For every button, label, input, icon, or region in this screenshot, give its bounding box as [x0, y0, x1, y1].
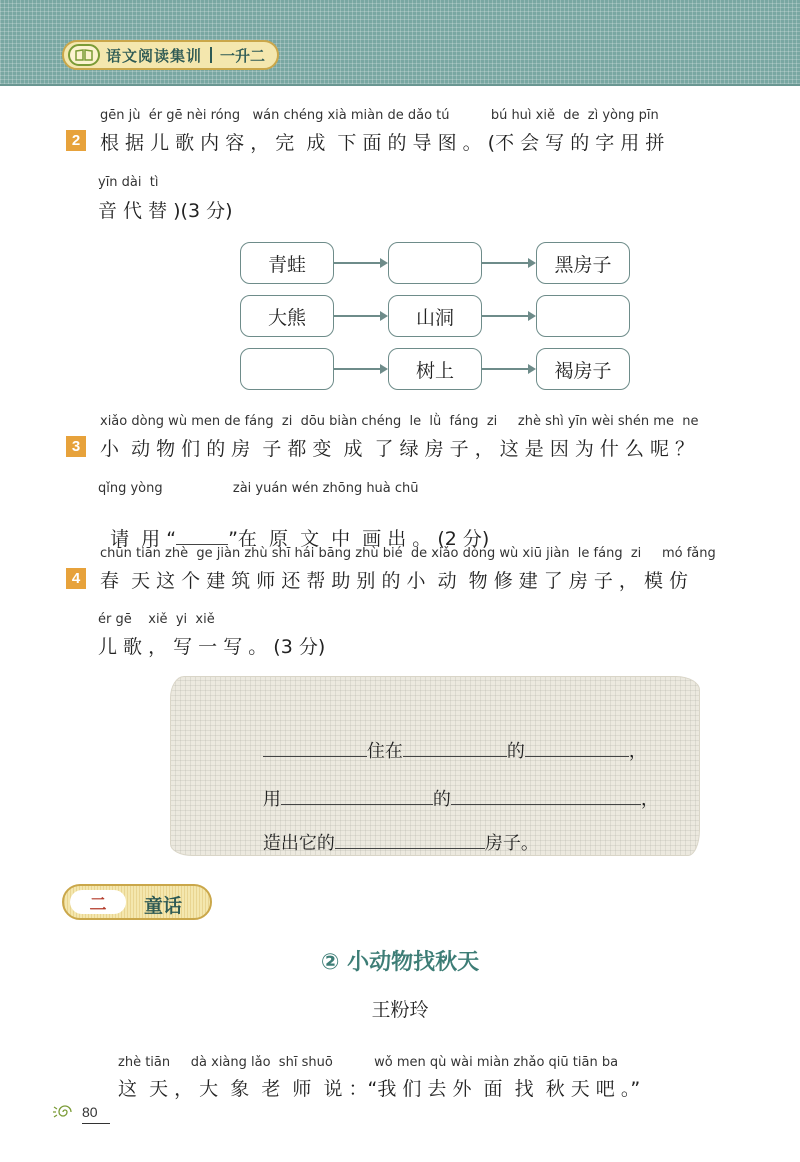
fill-blank-1[interactable] [263, 739, 367, 757]
fill-text: ， [628, 741, 647, 762]
map-box-r1c3: 黑房子 [536, 242, 630, 284]
fill-text: 的 [432, 789, 451, 810]
q4-pinyin-line2: ér gē xiě yi xiě [98, 612, 215, 627]
q2-pinyin-line2: yīn dài tì [98, 175, 159, 190]
q4-pinyin-line1: chūn tiān zhè ge jiàn zhù shī hái bāng zhù bié de xiǎo dòng wù xiū jiàn le fáng zi mó fǎng [100, 546, 716, 561]
q2-number: 2 [66, 130, 86, 151]
header-divider [210, 47, 212, 63]
map-arrow [482, 262, 534, 264]
writing-paper [170, 676, 700, 856]
map-arrow [334, 315, 386, 317]
series-badge [62, 40, 279, 70]
fill-text: 造出它的 [262, 833, 335, 854]
q4-text-line1: 春 天 这 个 建 筑 师 还 帮 助 别 的 小 动 物 修 建 了 房 子 ， 模 仿 [100, 570, 688, 592]
fill-text: 住在 [366, 741, 403, 762]
map-box-r2c1: 大熊 [240, 295, 334, 337]
q3-text-line2-end: ”在 原 文 中 画 出 。 (2 分) [228, 528, 490, 550]
q3-text-line2-start: 请 用 “ [110, 528, 177, 550]
q3-text-line2 [98, 502, 489, 551]
map-box-r3c2: 树上 [388, 348, 482, 390]
fill-text: 用 [262, 789, 281, 810]
story-pinyin: zhè tiān dà xiàng lǎo shī shuō wǒ men qù wài miàn zhǎo qiū tiān ba [118, 1055, 619, 1070]
page-footer [52, 1103, 98, 1121]
section-badge [62, 884, 212, 920]
fill-blank-6[interactable] [335, 831, 485, 849]
q2-text-line2: 音 代 替 )(3 分) [98, 200, 233, 222]
q3-pinyin-line2: qǐng yòng zài yuán wén zhōng huà chū [98, 481, 419, 496]
fill-blank-2[interactable] [403, 739, 507, 757]
fill-blank-3[interactable] [525, 739, 629, 757]
story-author: 王粉玲 [371, 999, 429, 1021]
map-box-r2c2: 山洞 [388, 295, 482, 337]
map-box-r3c1[interactable] [240, 348, 334, 390]
story-text: 这 天 ， 大 象 老 师 说 ：“我 们 去 外 面 找 秋 天 吧 。” [118, 1078, 641, 1100]
q2-pinyin-line1: gēn jù ér gē nèi róng wán chéng xià miàn de dǎo tú bú huì xiě de zì yòng pīn [100, 108, 659, 123]
map-arrow [334, 368, 386, 370]
book-icon [68, 44, 100, 66]
map-box-r1c1: 青蛙 [240, 242, 334, 284]
q3-text-line1: 小 动 物 们 的 房 子 都 变 成 了 绿 房 子 ， 这 是 因 为 什 么 呢 ？ [100, 438, 695, 460]
section-number: 二 [70, 890, 126, 914]
q2-text-line1: 根 据 儿 歌 内 容 ， 完 成 下 面 的 导 图 。 (不 会 写 的 字 用 拼 [100, 132, 665, 154]
page-number: 80 [82, 1104, 98, 1120]
map-arrow [334, 262, 386, 264]
q4-text-line2: 儿 歌 ， 写 一 写 。 (3 分) [98, 636, 326, 658]
spiral-icon [52, 1103, 78, 1121]
fill-blank-5[interactable] [451, 787, 641, 805]
fill-text: 的 [506, 741, 525, 762]
fill-text: ， [640, 789, 659, 810]
fill-text: 房子。 [484, 833, 539, 854]
q3-number: 3 [66, 436, 86, 457]
page-number-underline [82, 1123, 110, 1124]
q3-pinyin-line1: xiǎo dòng wù men de fáng zi dōu biàn chéng le lǜ fáng zi zhè shì yīn wèi shén me ne [100, 414, 699, 429]
section-label: 童话 [144, 895, 183, 917]
story-title: ② 小动物找秋天 [320, 950, 480, 975]
series-title: 语文阅读集训 [106, 46, 203, 65]
fill-blank-4[interactable] [281, 787, 433, 805]
series-grade: 一升二 [220, 46, 266, 65]
map-arrow [482, 368, 534, 370]
map-box-r1c2[interactable] [388, 242, 482, 284]
map-box-r3c3: 褐房子 [536, 348, 630, 390]
q4-number: 4 [66, 568, 86, 589]
page-header [0, 0, 800, 86]
map-arrow [482, 315, 534, 317]
fill-line-3 [240, 808, 539, 876]
q3-answer-blank[interactable] [176, 527, 228, 545]
map-box-r2c3[interactable] [536, 295, 630, 337]
